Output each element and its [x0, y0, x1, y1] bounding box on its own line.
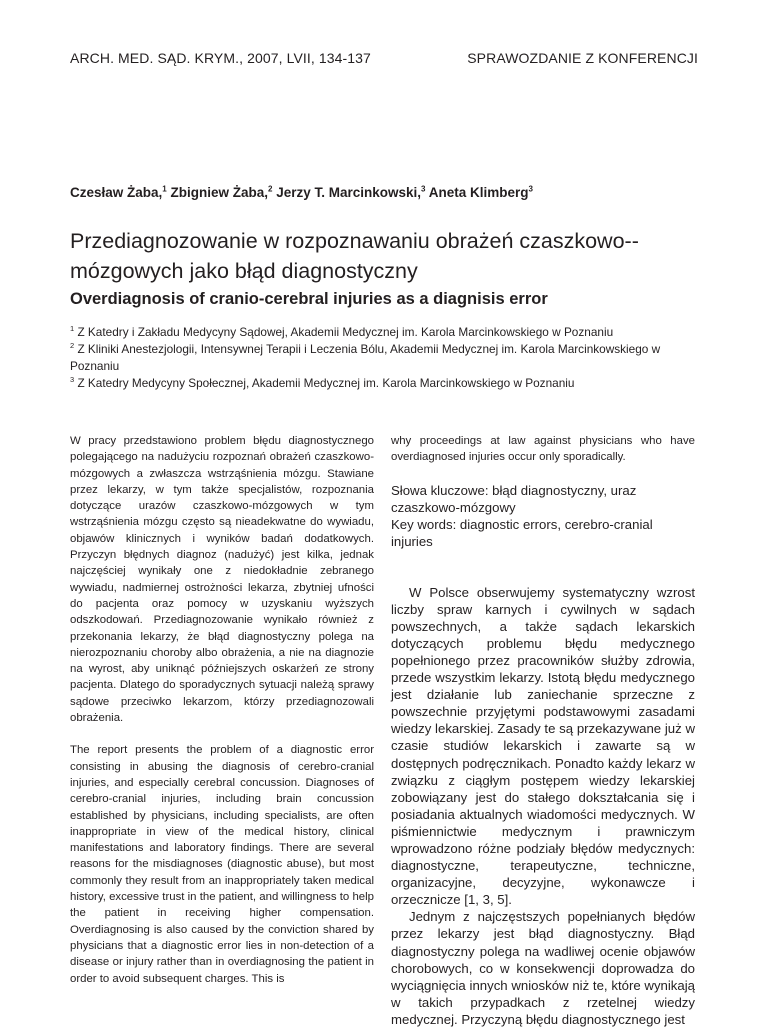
affiliation-mark: 3 [70, 375, 75, 385]
abstract-english-continued: why proceedings at law against physicians who have overdiagnosed injuries occur only sporadically. [391, 435, 695, 464]
abstract-english: The report presents the problem of a diagnostic error consisting in abusing the diagnosis of cerebro-cranial injuries, and especially cerebral concussion. Diagnoses of cerebro-cranial injuries, including brain concussion established by physicians, including specialists, are often inappropriate in view of the medical history, clinical manifestations and laboratory findings. There are several reasons for the misdiagnoses (diagnostic abuse), but most commonly they result from an inappropriately taken medical history, excessive trust in the patient, and willingness to help the patient in receiving higher compensation. Overdiagnosing is also caused by the conviction shared by physicians that a diagnostic error lies in non-detection of a disease or injury rather than in overdiagnosing the patient in order to avoid subsequent charges. This is [70, 744, 374, 985]
body-paragraph: Jednym z najczęstszych popełnianych błędów przez lekarzy jest błąd diagnostyczny. Błąd diagnostyczny polega na wadliwej ocenie objawów chorobowych, co w konsekwencji doprowadza do wyciągnięcia innych wniosków niż te, które wynikają w takich przypadkach z rzetelnej wiedzy medycznej. Przyczyną błędu diagnostycznego jest [391, 909, 695, 1027]
author-affiliation-mark: 1 [162, 184, 167, 194]
keywords-polish: Słowa kluczowe: błąd diagnostyczny, uraz czaszkowo-mózgowy [391, 482, 637, 515]
affiliations [70, 324, 710, 392]
left-column [70, 433, 374, 987]
author-list [70, 185, 533, 200]
author-name: Czesław Żaba, [70, 185, 163, 200]
author-name: Jerzy T. Marcinkowski, [272, 185, 422, 200]
journal-citation: ARCH. MED. SĄD. KRYM., 2007, LVII, 134-137 [70, 50, 371, 66]
keywords-english: Key words: diagnostic errors, cerebro-cranial injuries [391, 516, 653, 549]
author-affiliation-mark: 3 [528, 184, 533, 194]
affiliation-text: Z Katedry Medycyny Społecznej, Akademii Medycznej im. Karola Marcinkowskiego w Poznaniu [74, 376, 575, 390]
author-name: Zbigniew Żaba, [166, 185, 269, 200]
affiliation-item [70, 324, 710, 341]
author-name: Aneta Klimberg [425, 185, 529, 200]
article-title-polish: Przediagnozowanie w rozpoznawaniu obrażeń czaszkowo--mózgowych jako błąd diagnostyczny [70, 229, 639, 283]
affiliation-mark: 1 [70, 324, 75, 334]
keywords [391, 482, 695, 550]
article-title-english: Overdiagnosis of cranio-cerebral injuries as a diagnisis error [70, 290, 548, 308]
affiliation-item [70, 375, 710, 392]
affiliation-mark: 2 [70, 341, 75, 351]
right-column [391, 433, 695, 1028]
body-paragraph: W Polsce obserwujemy systematyczny wzrost liczby spraw karnych i cywilnych w sądach powszechnych, a także sądach lekarskich dotyczących problemu błędu medycznego popełnionego przez pracowników służby zdrowia, przede wszystkim lekarzy. Istotą błędu medycznego jest działanie lub zaniechanie sprzeczne z powszechnie przyjętymi podstawowymi zasadami wiedzy lekarskiej. Zasady te są przekazywane już w czasie studiów lekarskich i zawarte są w dostępnych podręcznikach. Ponadto każdy lekarz w związku z ciągłym postępem wiedzy lekarskiej zobowiązany jest do stałego dokształcania się i posiadania aktualnych wiadomości medycznych. W piśmiennictwie medycznym i prawniczym wprowadzono różne podziały błędów medycznych: diagnostyczne, terapeutyczne, techniczne, organizacyjne, decyzyjne, wykonawcze i orzecznicze [1, 3, 5]. [391, 584, 695, 908]
affiliation-item [70, 341, 710, 375]
abstract-polish: W pracy przedstawiono problem błędu diagnostycznego polegającego na nadużyciu rozpoznań obrażeń czaszkowo-mózgowych a zwłaszcza wstrząśnienia mózgu. Stawiane przez lekarzy, w tym także specjalistów, rozpoznania dotyczące urazów czaszkowo-mózgowych w tym wstrząśnienia mózgu często są nieadekwatne do wywiadu, objawów klinicznych i wyników badań dodatkowych. Przyczyn błędnych diagnoz (nadużyć) jest kilka, jednak najczęściej wynikały one z niedokładnie zebranego wywiadu, nadmiernej ostrożności lekarza, zbytniej ufności do pacjenta oraz pomocy w uzyskaniu wyższych odszkodowań. Przediagnozowanie wynikało również z przekonania lekarzy, że błąd diagnostyczny polega na nierozpoznaniu choroby albo obrażenia, a nie na diagnozie na wyrost, aby uniknąć późniejszych oskarżeń ze strony pacjenta. Dlatego do sporadycznych sytuacji należą sprawy sądowe przeciwko lekarzom, którzy przediagnozowali obrażenia. [70, 435, 374, 725]
author-affiliation-mark: 3 [421, 184, 426, 194]
section-label: SPRAWOZDANIE Z KONFERENCJI [467, 50, 698, 66]
author-affiliation-mark: 2 [268, 184, 273, 194]
affiliation-text: Z Katedry i Zakładu Medycyny Sądowej, Akademii Medycznej im. Karola Marcinkowskiego w Poznaniu [74, 325, 614, 339]
affiliation-text: Z Kliniki Anestezjologii, Intensywnej Terapii i Leczenia Bólu, Akademii Medycznej im. Karola Marcinkowskiego w Poznaniu [70, 342, 661, 373]
